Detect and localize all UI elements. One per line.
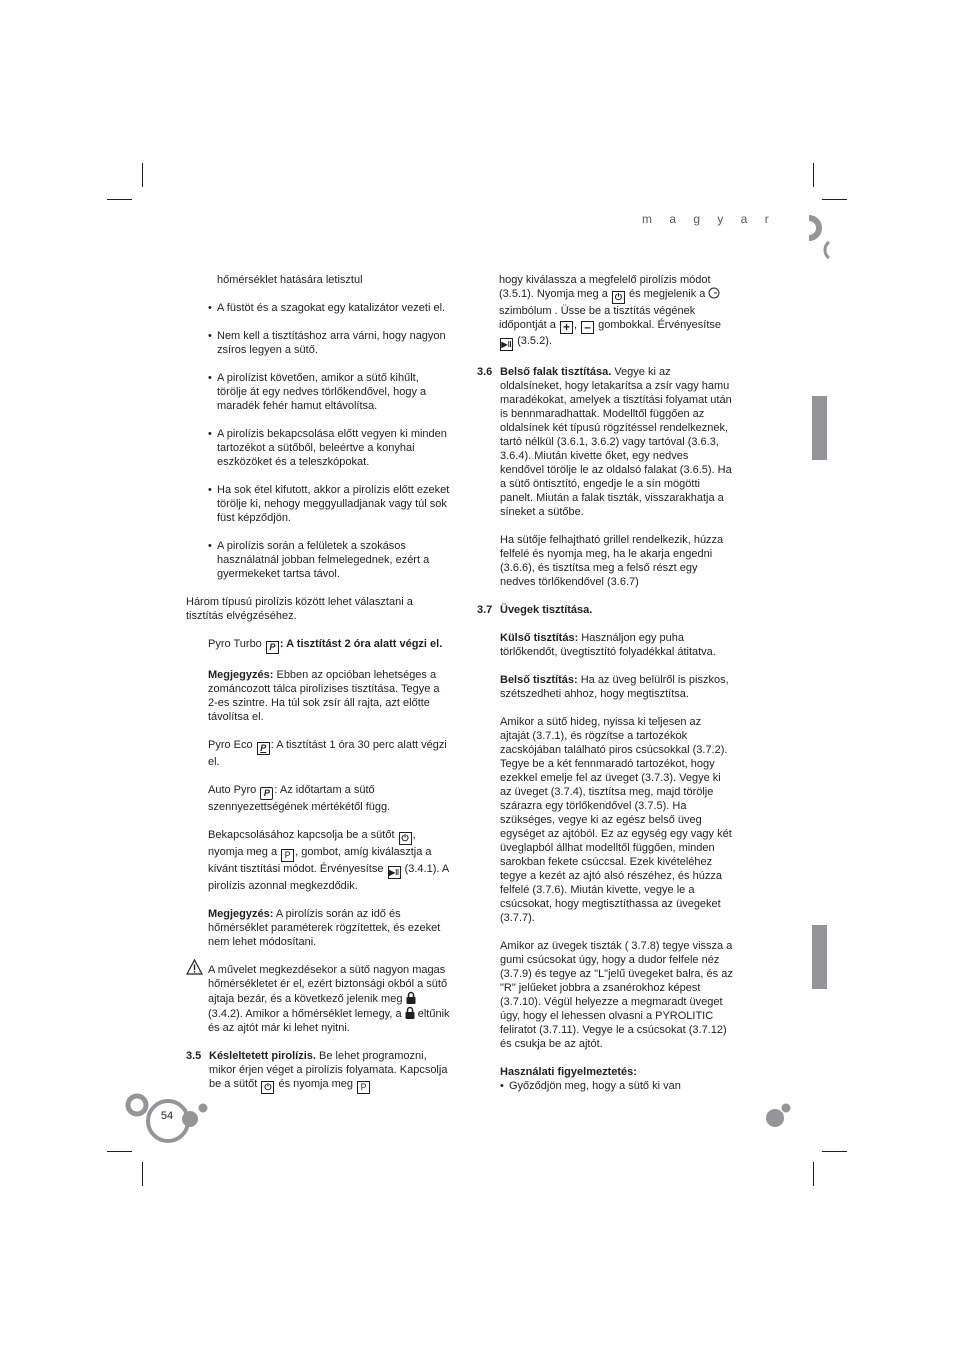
pyro-eco-text: : A tisztítást 1 óra 30 perc alatt végzi el.: [208, 739, 447, 768]
bullet-item: • A pirolízist követően, amikor a sütő kihűlt, törölje át egy nedves törlőkendővel, hogy a maradék fehér hamut eltávolítsa.: [208, 372, 427, 412]
crop-mark-top-right-h: [822, 199, 847, 200]
auto-pyro-text: : Az időtartam a sütő szennyezettségének mértékétől függ.: [208, 784, 391, 813]
crop-mark-bottom-left-h: [107, 1151, 132, 1152]
pyro-eco-icon: P: [257, 742, 270, 755]
play-pause-icon: ▶‖: [388, 868, 400, 877]
bullet-item: • A pirolízis során a felületek a szokásos használatnál jobban felmelegednek, ezért a gyermekeket tartsa távol.: [208, 540, 430, 580]
crop-mark-top-right-v: [813, 163, 814, 187]
paragraph-continuation: hogy kiválassza a megfelelő pirolízis módot (3.5.1). Nyomja meg a ⏻ és megjelenik a szimbólum . Üsse be a tisztítás végének időpontját a + , – gombokkal. Érvényesítse ▶‖ (3.5.2).: [499, 274, 722, 349]
crop-mark-top-left-h: [107, 199, 132, 200]
section-3-6: 3.6 Belső falak tisztítása. Vegye ki az oldalsíneket, hogy letakarítsa a zsír vagy hamu maradékokat, amelyek a tisztítási folyamat után is bennmaradhattak. Modelltől függően az oldalsínek két típusú rögzítéssel rendelkeznek, tartó nélkül (3.6.1, 3.6.2) vagy tartóval (3.6.3, 3.6.4). Miután kivette őket, egy nedves kendővel törölje le az oldalsó falakat (3.6.5). Ha a sütő öntisztító, engedje le a sín mögötti panelt. Miután a falak tiszták, visszarakhatja a síneket a sütőbe. Ha sütője felhajtható grillel rendelkezik, húzza felfelé és nyomja meg, ha le akarja engedni (3.6.6), és tisztítsa meg a felső részt egy nedves törlőkendővel (3.6.7): [477, 366, 732, 588]
activation-instructions: Bekapcsolásához kapcsolja be a sütőt ⏻ , nyomja meg a P , gombot, amíg kiválasztja a kívánt tisztítási módot. Érvényesítse ▶‖ (3.4.1). A pirolízis azonnal megkezdődik.: [208, 829, 449, 892]
section-3-5: 3.5 Késleltetett pirolízis. Be lehet programozni, mikor érjen véget a pirolízis folyamata. Kapcsolja be a sütőt ⏻ és nyomja meg P: [186, 1050, 448, 1092]
crop-mark-bottom-right-h: [822, 1151, 847, 1152]
auto-pyro-icon: P: [260, 787, 273, 800]
crop-mark-top-left-v: [142, 163, 143, 187]
bullet-item: • Ha sok étel kifutott, akkor a pirolízis előtt ezeket törölje ki, nehogy meggyulladjanak vagy túl sok füst képződjön.: [208, 484, 450, 524]
side-tab-upper: [812, 396, 827, 460]
lock-icon: [406, 991, 416, 1004]
grill-paragraph: Ha sütője felhajtható grillel rendelkezik, húzza felfelé és nyomja meg, ha le akarja engedni (3.6.6), és tisztítsa meg a felső részt egy nedves törlőkendővel (3.6.7): [500, 534, 724, 588]
section-number: 3.7: [477, 604, 493, 616]
bullet-item: • A füstöt és a szagokat egy katalizátor vezeti el.: [208, 302, 446, 314]
section-number: 3.5: [186, 1050, 202, 1062]
decorative-circles-top: [805, 212, 831, 260]
warning-text-2: (3.4.2). Amikor a hőmérséklet lemegy, a: [208, 1008, 402, 1020]
section-title: Késleltetett pirolízis.: [209, 1050, 316, 1062]
warning-text-1: A művelet megkezdésekor a sütő nagyon magas hőmérsékletet ér el, ezért biztonsági okból a sütő ajtaja bezár, és a következő jelenik meg: [208, 964, 448, 1005]
paragraph-continuation: hőmérséklet hatására letisztul: [217, 274, 363, 286]
outer-cleaning: Külső tisztítás: Használjon egy puha törlőkendőt, üvegtisztító folyadékkal átitatva.: [500, 632, 716, 658]
usage-warning-title: Használati figyelmeztetés:: [500, 1066, 637, 1078]
warning-block: [186, 963, 451, 1035]
pyro-turbo-text: : A tisztítást 2 óra alatt végzi el.: [279, 638, 443, 650]
clock-end-icon: [708, 287, 720, 299]
p-key-icon: P: [357, 1081, 370, 1094]
section-3-7: [477, 603, 733, 1093]
plus-icon: +: [560, 321, 573, 334]
minus-icon: –: [581, 321, 594, 334]
power-icon: ⏻: [399, 832, 412, 845]
decorative-circles-bottom-right: [764, 1100, 794, 1130]
pyro-eco-label: Pyro Eco: [208, 739, 253, 751]
note-enamel-tray: Megjegyzés: Ebben az opcióban lehetséges a zománcozott tálca pirolízises tisztítása. Tegye a 2-es szintre. Ha túl sok zsír áll rajta, azt előtte távolítsa el.: [208, 669, 440, 723]
bullet-item: • Nem kell a tisztításhoz arra várni, hogy nagyon zsíros legyen a sütő.: [208, 330, 446, 356]
door-disassembly: Amikor a sütő hideg, nyissa ki teljesen az ajtaját (3.7.1), és rögzítse a tartozékok zacskójában található piros csúcsokkal (3.7.2). Tegye be a két fennmaradó tartozékot, hogy ezekkel emelje fel az üveget (3.7.3). Vegye ki az üveget (3.7.4), tisztítsa meg, majd törölje szárazra egy törlőkendővel (3.7.5). Ha szükséges, vegye ki az egész belső üveg egységet az ajtóból. Ez az egység egy vagy két üveglapból állhat modelltől függően, minden sarokban fekete csúccsal. Ezek kivételéhez tegye a kezét az ajtó alsó részéhez, és húzza felfelé (3.7.6). Miután kivette, vegye le a csúcsokat, hogy megtisztíthassa az üvegeket (3.7.7).: [500, 716, 732, 924]
crop-mark-bottom-right-v: [813, 1162, 814, 1186]
play-pause-icon: ▶‖: [501, 340, 512, 349]
side-tab-lower: [812, 925, 827, 989]
section-number: 3.6: [477, 366, 493, 378]
lock-icon: [405, 1006, 415, 1019]
bullet-item: • Győződjön meg, hogy a sütő ki van: [500, 1080, 681, 1092]
auto-pyro-label: Auto Pyro: [208, 784, 257, 796]
crop-mark-bottom-left-v: [142, 1162, 143, 1186]
section-title: Üvegek tisztítása.: [500, 604, 593, 616]
pyro-turbo-line: [208, 637, 451, 654]
pyro-eco-line: [208, 738, 451, 769]
p-key-icon: P: [281, 849, 294, 862]
bullet-item: • A pirolízis bekapcsolása előtt vegyen ki minden tartozékot a sütőből, beleértve a konyhai eszközöket és a teleszkópokat.: [208, 428, 447, 468]
section-title: Belső falak tisztítása.: [500, 366, 612, 378]
right-column: [477, 273, 733, 1093]
pyro-turbo-label: Pyro Turbo: [208, 638, 262, 650]
warning-text-3: eltűnik és az ajtót már ki lehet nyitni.: [208, 1008, 450, 1034]
power-icon: ⏻: [261, 1081, 274, 1094]
pyrolysis-intro: Három típusú pirolízis között lehet választani a tisztítás elvégzéséhez.: [186, 596, 413, 622]
note-fixed-params: Megjegyzés: A pirolízis során az idő és hőmérséklet paraméterek rögzítettek, és ezeket nem lehet módosítani.: [208, 908, 441, 948]
left-column: [186, 273, 451, 1094]
door-reassembly: Amikor az üvegek tiszták ( 3.7.8) tegye vissza a gumi csúcsokat úgy, hogy a dudor felfele néz (3.7.9) és tegye az "L"jelű üvegeket balra, és az "R" jelűeket jobbra a zsanérokhoz képest (3.7.10). Végül helyezze a megmaradt üveget úgy, hogy el lehessen olvasni a PYROLITIC feliratot (3.7.11). Vegye le a csúcsokat (3.7.12) és csukja be az ajtót.: [500, 940, 733, 1050]
warning-icon: [186, 959, 203, 975]
pyro-turbo-icon: P: [266, 641, 279, 654]
language-label: m a g y a r: [642, 212, 776, 226]
inner-cleaning: Belső tisztítás: Ha az üveg belülről is piszkos, szétszedheti ahhoz, hogy megtisztítsa.: [500, 674, 729, 700]
power-icon: ⏻: [612, 291, 625, 304]
mode-descriptions: [186, 637, 451, 949]
page-number: 54: [160, 1110, 174, 1122]
auto-pyro-line: [208, 783, 451, 814]
